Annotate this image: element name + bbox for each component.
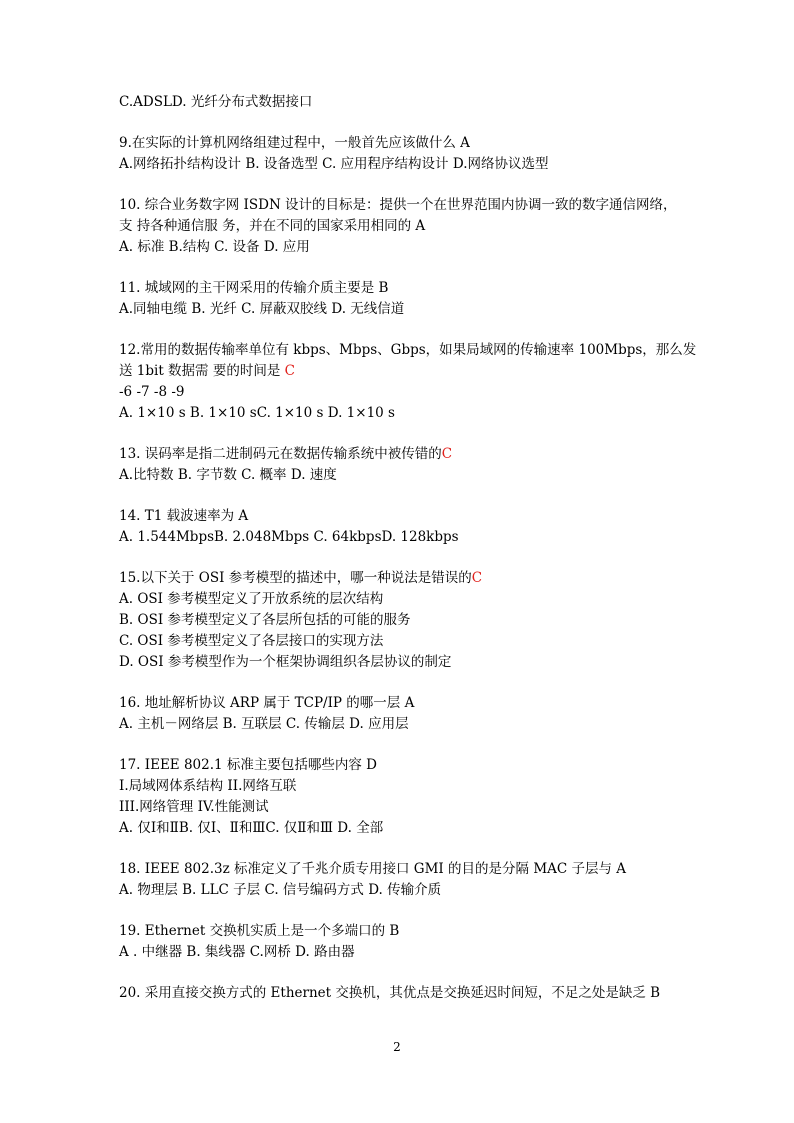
paragraph-gap xyxy=(119,839,689,859)
line-text: 9.在实际的计算机网络组建过程中，一般首先应该做什么 A xyxy=(119,135,470,151)
paragraph-gap xyxy=(119,113,689,133)
line-text: 支 持各种通信服 务，并在不同的国家采用相同的 A xyxy=(119,218,426,234)
text-line xyxy=(119,299,689,320)
text-line xyxy=(119,361,689,382)
line-text: A. 1×10 s B. 1×10 sC. 1×10 s D. 1×10 s xyxy=(119,405,395,421)
line-text: -6 -7 -8 -9 xyxy=(119,384,185,400)
text-line xyxy=(119,921,689,942)
text-line xyxy=(119,983,689,1004)
text-line xyxy=(119,755,689,776)
paragraph-gap xyxy=(119,320,689,340)
line-text: 16. 地址解析协议 ARP 属于 TCP/IP 的哪一层 A xyxy=(119,695,415,711)
line-text: 20. 采用直接交换方式的 Ethernet 交换机，其优点是交换延迟时间短，不足之处是缺乏 B xyxy=(119,985,661,1001)
line-text: 12.常用的数据传输率单位有 kbps、Mbps、Gbps，如果局域网的传输速率 100Mbps，那么发 xyxy=(119,342,697,358)
line-text: C.ADSLD. 光纤分布式数据接口 xyxy=(119,94,313,110)
line-text: B. OSI 参考模型定义了各层所包括的可能的服务 xyxy=(119,612,411,628)
text-line xyxy=(119,652,689,673)
text-line xyxy=(119,797,689,818)
text-line xyxy=(119,693,689,714)
text-line xyxy=(119,942,689,963)
line-text: 19. Ethernet 交换机实质上是一个多端口的 B xyxy=(119,923,400,939)
text-line xyxy=(119,133,689,154)
line-text: 10. 综合业务数字网 ISDN 设计的目标是：提供一个在世界范围内协调一致的数字通信网络， xyxy=(119,197,677,213)
line-text: A. 物理层 B. LLC 子层 C. 信号编码方式 D. 传输介质 xyxy=(119,882,442,898)
paragraph-gap xyxy=(119,175,689,195)
text-line xyxy=(119,195,689,216)
text-line xyxy=(119,506,689,527)
text-line xyxy=(119,880,689,901)
text-line xyxy=(119,776,689,797)
answer-mark: C xyxy=(284,363,295,379)
text-line xyxy=(119,92,689,113)
page-number: 2 xyxy=(393,1040,401,1054)
answer-mark: C xyxy=(471,570,483,586)
text-line xyxy=(119,444,689,465)
line-text: 送 1bit 数据需 要的时间是 xyxy=(119,363,285,379)
paragraph-gap xyxy=(119,486,689,506)
text-line xyxy=(119,568,689,589)
text-line xyxy=(119,237,689,258)
text-line xyxy=(119,278,689,299)
text-line xyxy=(119,465,689,486)
paragraph-gap xyxy=(119,963,689,983)
text-line xyxy=(119,154,689,175)
document-body xyxy=(119,92,697,1004)
line-text: A. 1.544MbpsB. 2.048Mbps C. 64kbpsD. 128kbps xyxy=(119,529,459,545)
paragraph-gap xyxy=(119,424,689,444)
line-text: A.比特数 B. 字节数 C. 概率 D. 速度 xyxy=(119,467,337,483)
line-text: A . 中继器 B. 集线器 C.网桥 D. 路由器 xyxy=(119,944,355,960)
line-text: 15.以下关于 OSI 参考模型的描述中，哪一种说法是错误的 xyxy=(119,570,472,586)
line-text: C. OSI 参考模型定义了各层接口的实现方法 xyxy=(119,633,384,649)
line-text: A. 标准 B.结构 C. 设备 D. 应用 xyxy=(119,239,310,255)
line-text: A.同轴电缆 B. 光纤 C. 屏蔽双胶线 D. 无线信道 xyxy=(119,301,405,317)
text-line xyxy=(119,818,689,839)
paragraph-gap xyxy=(119,735,689,755)
line-text: 11. 城域网的主干网采用的传输介质主要是 B xyxy=(119,280,389,296)
text-line xyxy=(119,714,689,735)
line-text: III.网络管理 IV.性能测试 xyxy=(119,799,269,815)
line-text: 18. IEEE 802.3z 标准定义了千兆介质专用接口 GMI 的目的是分隔 MAC 子层与 A xyxy=(119,861,627,877)
paragraph-gap xyxy=(119,258,689,278)
line-text: I.局域网体系结构 II.网络互联 xyxy=(119,778,297,794)
line-text: 17. IEEE 802.1 标准主要包括哪些内容 D xyxy=(119,757,378,773)
line-text: 14. T1 载波速率为 A xyxy=(119,508,249,524)
text-line xyxy=(119,859,689,880)
text-line xyxy=(119,589,689,610)
text-line xyxy=(119,403,689,424)
text-line xyxy=(119,382,689,403)
paragraph-gap xyxy=(119,901,689,921)
paragraph-gap xyxy=(119,548,689,568)
line-text: A. 主机－网络层 B. 互联层 C. 传输层 D. 应用层 xyxy=(119,716,409,732)
text-line xyxy=(119,340,697,361)
paragraph-gap xyxy=(119,673,689,693)
line-text: A.网络拓扑结构设计 B. 设备选型 C. 应用程序结构设计 D.网络协议选型 xyxy=(119,156,549,172)
text-line xyxy=(119,216,689,237)
line-text: A. OSI 参考模型定义了开放系统的层次结构 xyxy=(119,591,384,607)
text-line xyxy=(119,527,689,548)
line-text: 13. 误码率是指二进制码元在数据传输系统中被传错的 xyxy=(119,446,442,462)
line-text: D. OSI 参考模型作为一个框架协调组织各层协议的制定 xyxy=(119,654,452,670)
answer-mark: C xyxy=(441,446,453,462)
text-line xyxy=(119,610,689,631)
line-text: A. 仅Ⅰ和ⅡB. 仅Ⅰ、Ⅱ和ⅢC. 仅Ⅱ和Ⅲ D. 全部 xyxy=(119,820,384,836)
text-line xyxy=(119,631,689,652)
